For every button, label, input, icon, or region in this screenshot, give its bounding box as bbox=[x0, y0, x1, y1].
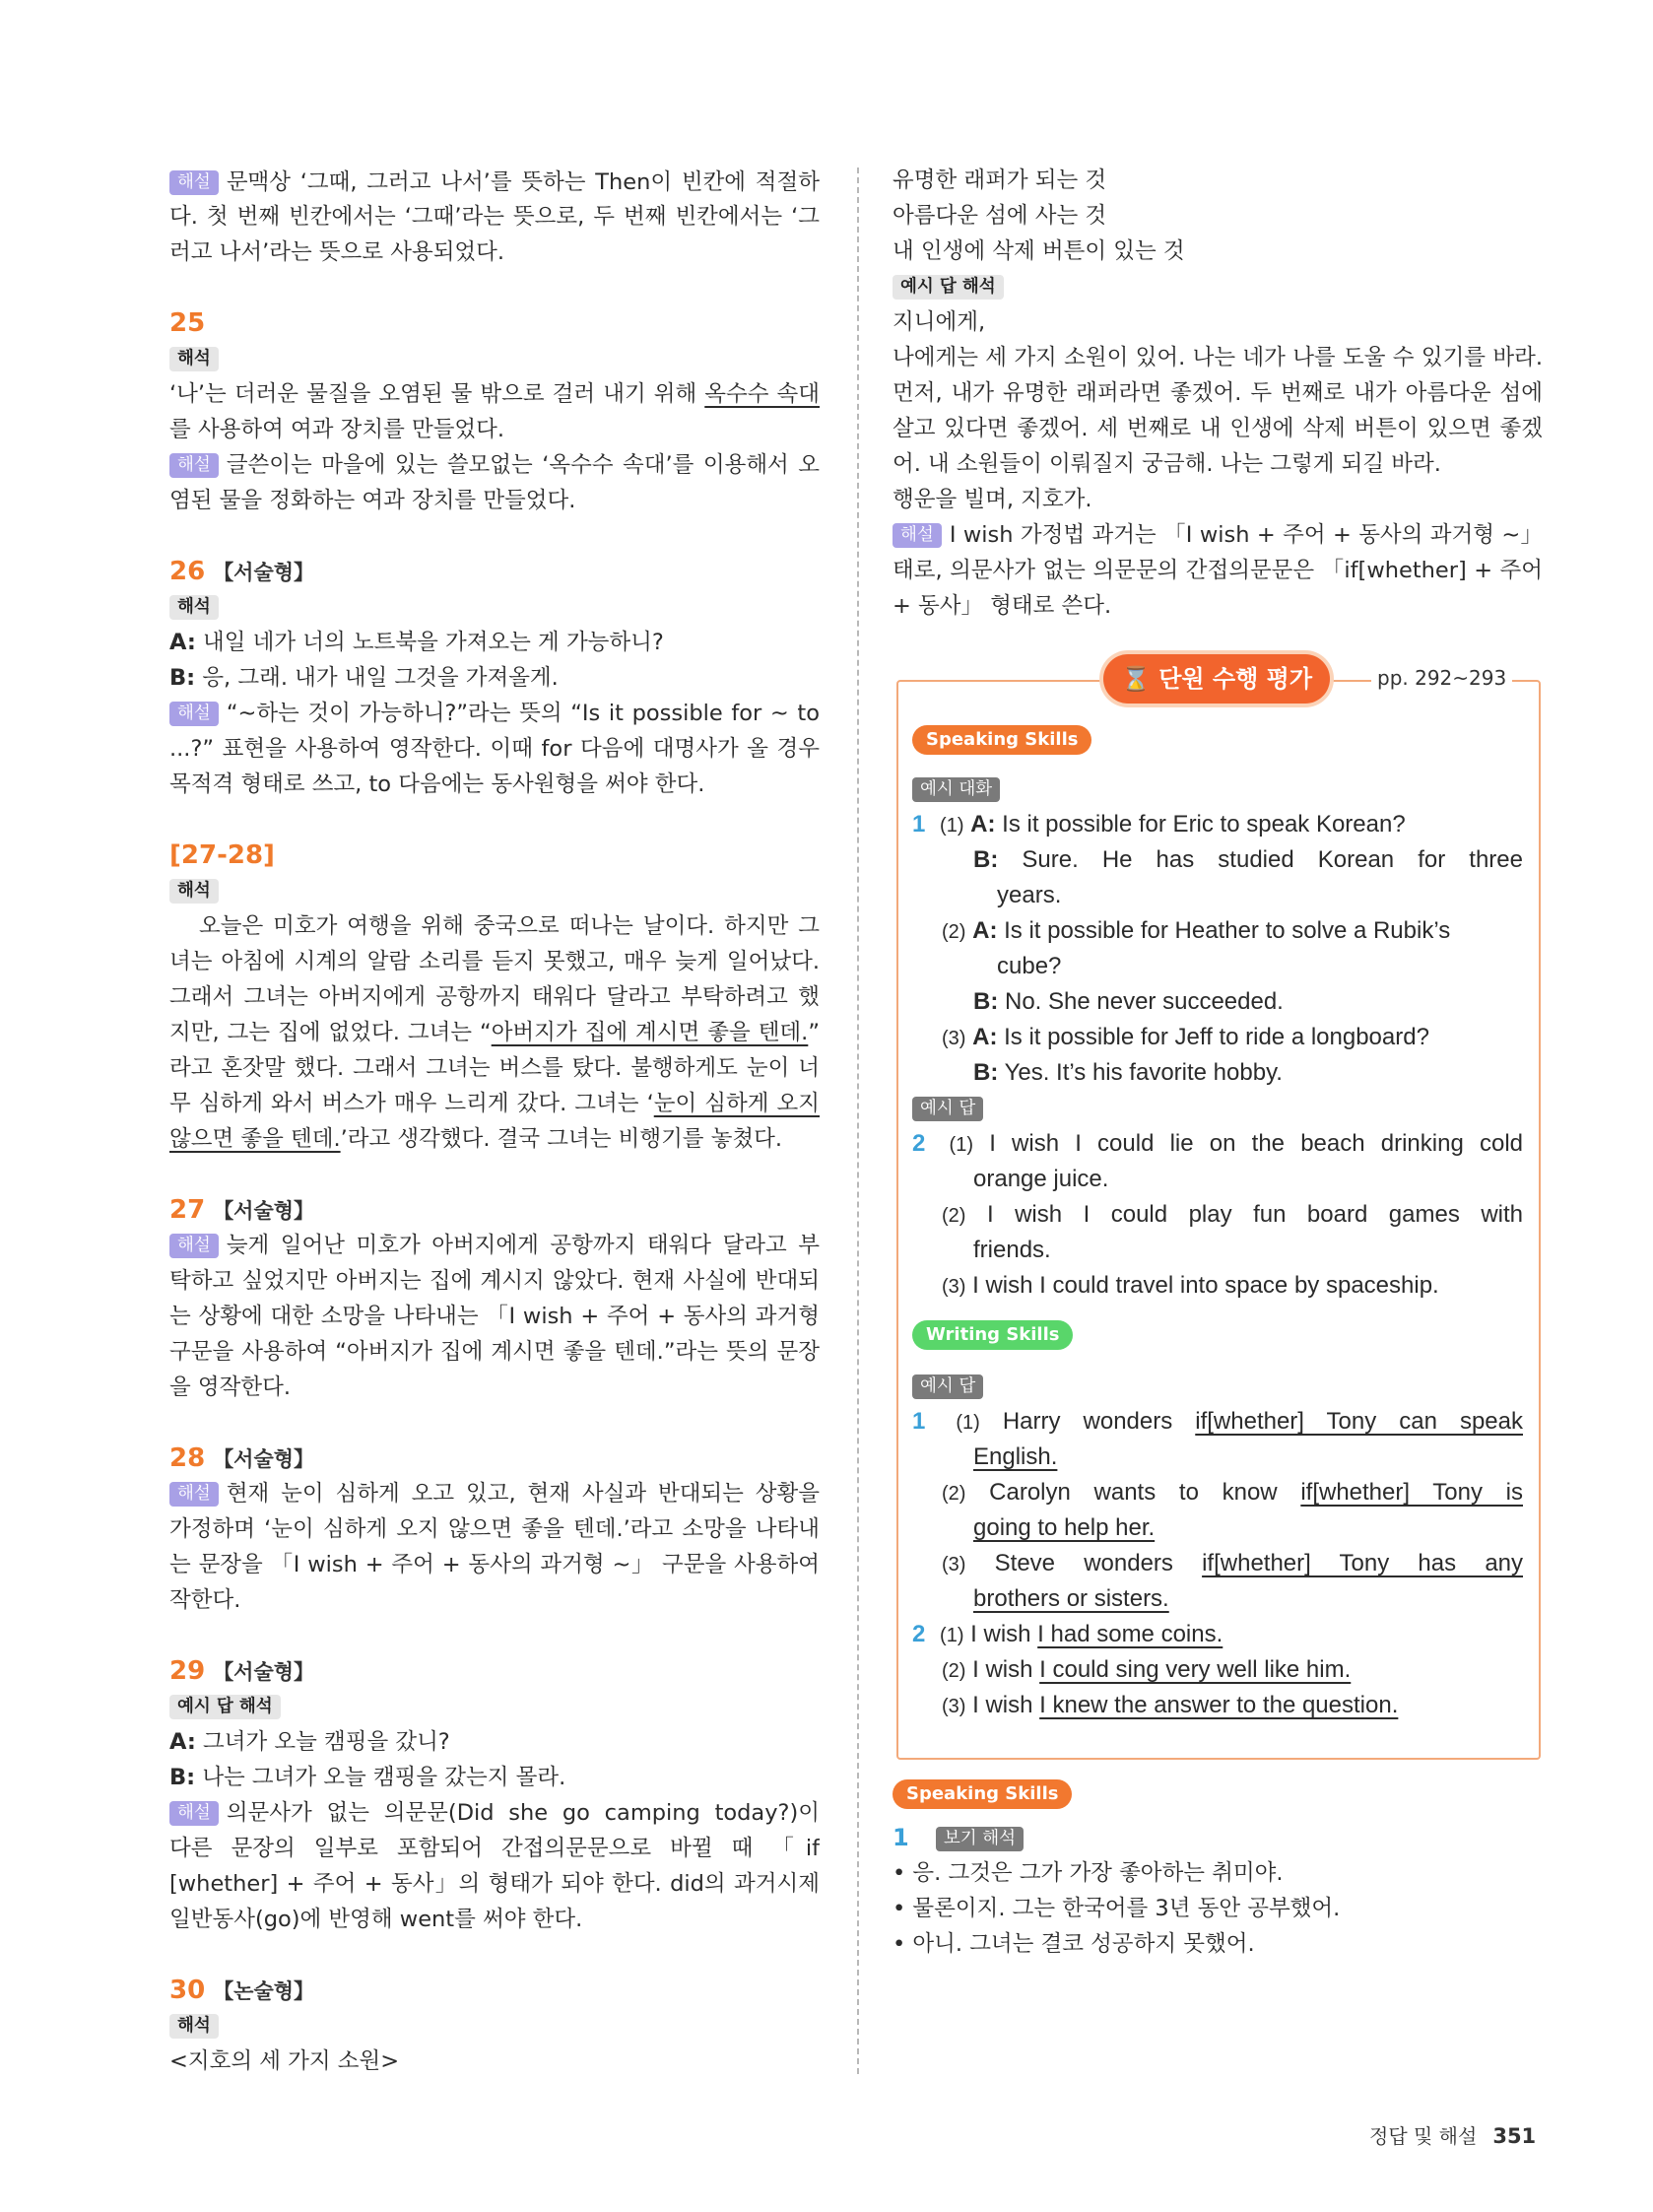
q26-explanation-line-3: 목적격 형태로 쓰고, to 다음에는 동사원형을 써야 한다. bbox=[169, 771, 705, 797]
question-28-header: 28 【서술형】 bbox=[169, 1443, 315, 1473]
q26-explanation-line-2: ...?” 표현을 사용하여 영작한다. 이때 for 다음에 대명사가 올 경우 bbox=[169, 736, 820, 762]
question-26-header: 26 【서술형】 bbox=[169, 557, 315, 586]
writing-q2-item-1: 2 (1) I wish I had some coins. bbox=[912, 1621, 1223, 1647]
writing-q1-item-3: (3) Steve wonders if[whether] Tony has any bbox=[942, 1550, 1523, 1576]
q26-line-b: B: 응, 그래. 내가 내일 그것을 가져올게. bbox=[169, 665, 559, 691]
question-number-27-28: [27-28] bbox=[169, 840, 275, 870]
q28-explanation-line-2: 가정하며 ‘눈이 심하게 오지 않으면 좋을 텐데.’라고 소망을 나타내 bbox=[169, 1516, 820, 1542]
writing-q2-item-2: (2) I wish I could sing very well like him. bbox=[942, 1656, 1352, 1683]
q27-explanation-line-1: 해설 늦게 일어난 미호가 아버지에게 공항까지 태워다 달라고 부 bbox=[169, 1231, 820, 1260]
passage-line-6: 무 심하게 와서 버스가 매우 느리게 갔다. 그녀는 ‘눈이 심하게 오지 bbox=[169, 1091, 820, 1116]
q27-explanation-line-5: 을 영작한다. bbox=[169, 1374, 291, 1400]
q29-line-b: B: 나는 그녀가 오늘 캠핑을 갔는지 몰라. bbox=[169, 1765, 566, 1790]
speaking-q2-item-2-cont: friends. bbox=[973, 1237, 1051, 1263]
writing-skills-label: Writing Skills bbox=[912, 1320, 1073, 1350]
q26-explanation-line-1: 해설 “~하는 것이 가능하니?”라는 뜻의 “Is it possible for ~ to bbox=[169, 699, 820, 728]
question-number-29: 29 bbox=[169, 1656, 206, 1686]
q30-haeseok-label: 해석 bbox=[169, 2011, 820, 2041]
speaking-q2-item-3: (3) I wish I could travel into space by spaceship. bbox=[942, 1272, 1439, 1299]
example-dialogue-label: 예시 대화 bbox=[912, 774, 1523, 804]
writing-q1-item-1-cont: English. bbox=[973, 1443, 1058, 1470]
q30-explanation-line-2: 태로, 의문사가 없는 의문문의 간접의문문은 「if[whether] + 주어 bbox=[893, 558, 1543, 583]
q30-line-1: <지호의 세 가지 소원> bbox=[169, 2048, 400, 2074]
question-29-header: 29 【서술형】 bbox=[169, 1656, 315, 1686]
page-footer bbox=[1369, 2120, 1536, 2149]
writing-q1-item-1: 1 (1) Harry wonders if[whether] Tony can speak bbox=[912, 1408, 1523, 1435]
speaking-q1-item-1-b: B: Sure. He has studied Korean for three bbox=[973, 846, 1523, 873]
question-number-27: 27 bbox=[169, 1195, 206, 1225]
q28-explanation-line-1: 해설 현재 눈이 심하게 오고 있고, 현재 사실과 반대되는 상황을 bbox=[169, 1479, 820, 1508]
letter-line-1: 지니에게, bbox=[893, 309, 986, 335]
q29-explanation-line-2: 다른 문장의 일부로 포함되어 간접의문문으로 바뀔 때 「if bbox=[169, 1836, 820, 1861]
q28-explanation-line-4: 작한다. bbox=[169, 1587, 241, 1613]
letter-line-3: 먼저, 내가 유명한 래퍼라면 좋겠어. 두 번째로 내가 아름다운 섬에 bbox=[893, 380, 1543, 406]
q30-explanation-line-1: 해설 I wish 가정법 과거는 「I wish + 주어 + 동사의 과거형 ~」 bbox=[893, 520, 1543, 550]
bottom-item-2: • 물론이지. 그는 한국어를 3년 동안 공부했어. bbox=[893, 1896, 1341, 1921]
unit-assessment-title: ⌛ 단원 수행 평가 bbox=[1103, 654, 1330, 704]
letter-line-2: 나에게는 세 가지 소원이 있어. 나는 네가 나를 도울 수 있기를 바라. bbox=[893, 345, 1543, 370]
speaking-q1-item-3-b: B: Yes. It’s his favorite hobby. bbox=[973, 1059, 1283, 1086]
q25-translation-line-2: 를 사용하여 여과 장치를 만들었다. bbox=[169, 417, 505, 442]
q29-line-a: A: 그녀가 오늘 캠핑을 갔니? bbox=[169, 1729, 450, 1755]
q27-explanation-line-2: 탁하고 싶었지만 아버지는 집에 계시지 않았다. 현재 사실에 반대되 bbox=[169, 1268, 820, 1294]
q29-explanation-line-1: 해설 의문사가 없는 의문문(Did she go camping today?)이 bbox=[169, 1798, 820, 1828]
speaking-q1-item-3-a: (3) A: Is it possible for Jeff to ride a longboard? bbox=[942, 1024, 1429, 1050]
column-divider bbox=[857, 168, 859, 2074]
q26-haeseok-label: 해석 bbox=[169, 592, 820, 622]
q25-explanation-line-2: 염된 물을 정화하는 여과 장치를 만들었다. bbox=[169, 488, 576, 513]
passage-line-4: 지만, 그는 집에 없었다. 그녀는 “아버지가 집에 계시면 좋을 텐데.” bbox=[169, 1020, 820, 1045]
passage-line-1: 오늘은 미호가 여행을 위해 중국으로 떠나는 날이다. 하지만 그 bbox=[199, 913, 820, 939]
q27-explanation-line-4: 구문을 사용하여 “아버지가 집에 계시면 좋을 텐데.”라는 뜻의 문장 bbox=[169, 1339, 820, 1365]
passage-line-2: 녀는 아침에 시계의 알람 소리를 듣지 못했고, 매우 늦게 일어났다. bbox=[169, 949, 820, 974]
question-number-26: 26 bbox=[169, 557, 206, 586]
bottom-item-1: • 응. 그것은 그가 가장 좋아하는 취미야. bbox=[893, 1860, 1284, 1886]
passage-line-3: 그래서 그녀는 아버지에게 공항까지 태워다 달라고 부탁하려고 했 bbox=[169, 984, 820, 1010]
wish-item-2: 아름다운 섬에 사는 것 bbox=[893, 203, 1107, 229]
speaking-skills-label-bottom: Speaking Skills bbox=[893, 1779, 1072, 1809]
speaking-q1-item-1-b-cont: years. bbox=[997, 882, 1062, 908]
speaking-example-answer-label: 예시 답 bbox=[912, 1094, 1523, 1123]
q25-haeseok-label: 해석 bbox=[169, 344, 820, 373]
writing-example-answer-label: 예시 답 bbox=[912, 1372, 1523, 1401]
haeseol-badge: 해설 bbox=[169, 170, 219, 195]
q29-example-translation-label: 예시 답 해석 bbox=[169, 1692, 820, 1721]
speaking-q2-item-2: (2) I wish I could play fun board games with bbox=[942, 1201, 1523, 1228]
letter-line-6: 행운을 빌며, 지호가. bbox=[893, 487, 1092, 512]
q25-explanation-line-1: 해설 글쓴이는 마을에 있는 쓸모없는 ‘옥수수 속대’를 이용해서 오 bbox=[169, 450, 820, 480]
q26-line-a: A: 내일 네가 너의 노트북을 가져오는 게 가능하니? bbox=[169, 630, 664, 655]
footer-section-title: 정답 및 해설 bbox=[1369, 2124, 1478, 2148]
q25-translation-line-1: ‘나’는 더러운 물질을 오염된 물 밖으로 걸러 내기 위해 옥수수 속대 bbox=[169, 381, 820, 407]
bottom-item-3: • 아니. 그녀는 결코 성공하지 못했어. bbox=[893, 1931, 1255, 1957]
q27-28-haeseok-label: 해석 bbox=[169, 876, 820, 905]
q29-explanation-line-4: 일반동사(go)에 반영해 went를 써야 한다. bbox=[169, 1907, 583, 1932]
page-number: 351 bbox=[1492, 2124, 1537, 2148]
wish-item-1: 유명한 래퍼가 되는 것 bbox=[893, 168, 1107, 193]
letter-line-5: 어. 내 소원들이 이뤄질지 궁금해. 나는 그렇게 되길 바라. bbox=[893, 451, 1441, 477]
question-number-25: 25 bbox=[169, 308, 206, 338]
intro-line-3: 러고 나서’라는 뜻으로 사용되었다. bbox=[169, 239, 505, 265]
writing-q1-item-2: (2) Carolyn wants to know if[whether] Tony is bbox=[942, 1479, 1523, 1506]
writing-q2-item-3: (3) I wish I knew the answer to the question. bbox=[942, 1692, 1399, 1718]
page-reference: pp. 292~293 bbox=[1371, 666, 1512, 690]
q29-explanation-line-3: [whether] + 주어 + 동사」의 형태가 되야 한다. did의 과거시제 bbox=[169, 1871, 820, 1897]
speaking-q1-item-1-a: 1 (1) A: Is it possible for Eric to speak Korean? bbox=[912, 811, 1406, 838]
passage-line-7: 않으면 좋을 텐데.’라고 생각했다. 결국 그녀는 비행기를 놓쳤다. bbox=[169, 1126, 783, 1152]
question-30-header: 30 【논술형】 bbox=[169, 1976, 315, 2005]
passage-line-5: 라고 혼잣말 했다. 그래서 그녀는 버스를 탔다. 불행하게도 눈이 너 bbox=[169, 1055, 820, 1081]
speaking-q1-item-2-a-cont: cube? bbox=[997, 953, 1062, 979]
speaking-q1-item-2-a: (2) A: Is it possible for Heather to solve a Rubik’s bbox=[942, 917, 1451, 944]
speaking-skills-label: Speaking Skills bbox=[912, 725, 1091, 755]
intro-line-1: 해설 문맥상 ‘그때, 그러고 나서’를 뜻하는 Then이 빈칸에 적절하 bbox=[169, 168, 820, 197]
q28-explanation-line-3: 는 문장을 「I wish + 주어 + 동사의 과거형 ~」 구문을 사용하여 bbox=[169, 1552, 820, 1577]
speaking-q2-item-1-cont: orange juice. bbox=[973, 1166, 1109, 1192]
example-translation-label: 예시 답 해석 bbox=[893, 272, 1543, 302]
speaking-q2-item-1: 2 (1) I wish I could lie on the beach drinking cold bbox=[912, 1130, 1523, 1157]
question-27-header: 27 【서술형】 bbox=[169, 1195, 315, 1225]
letter-line-4: 살고 있다면 좋겠어. 세 번째로 내 인생에 삭제 버튼이 있으면 좋겠 bbox=[893, 416, 1543, 441]
intro-line-2: 다. 첫 번째 빈칸에서는 ‘그때’라는 뜻으로, 두 번째 빈칸에서는 ‘그 bbox=[169, 204, 820, 230]
question-number-30: 30 bbox=[169, 1976, 206, 2005]
wish-item-3: 내 인생에 삭제 버튼이 있는 것 bbox=[893, 238, 1185, 264]
writing-q1-item-2-cont: going to help her. bbox=[973, 1514, 1156, 1541]
speaking-q1-item-2-b: B: No. She never succeeded. bbox=[973, 988, 1284, 1015]
writing-q1-item-3-cont: brothers or sisters. bbox=[973, 1585, 1169, 1612]
q27-explanation-line-3: 는 상황에 대한 소망을 나타내는 「I wish + 주어 + 동사의 과거형 bbox=[169, 1304, 820, 1329]
bottom-q1-header: 1 보기 해석 bbox=[893, 1823, 1523, 1853]
q30-explanation-line-3: + 동사」 형태로 쓴다. bbox=[893, 593, 1112, 619]
question-number-28: 28 bbox=[169, 1443, 206, 1473]
